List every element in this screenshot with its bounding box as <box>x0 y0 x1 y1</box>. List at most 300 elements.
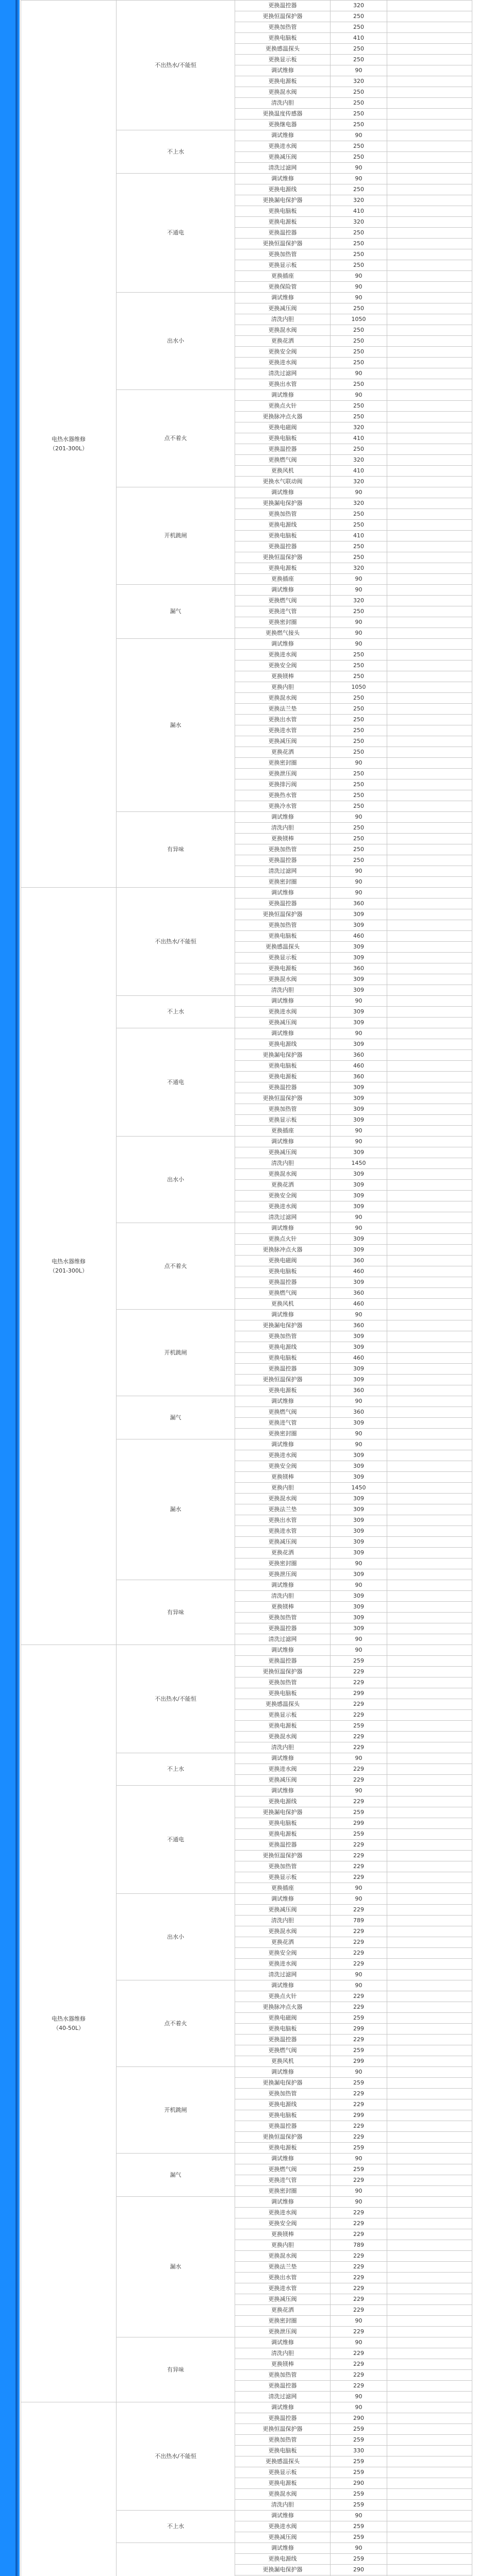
price-cell: 250 <box>331 779 387 790</box>
repair-item-cell: 更换温控器 <box>235 855 331 866</box>
price-cell: 90 <box>331 2186 387 2197</box>
repair-item-cell: 更换镁棒 <box>235 1472 331 1483</box>
remark-cell <box>387 1926 472 1937</box>
fault-type-cell: 不上水 <box>117 130 235 174</box>
fault-type-cell: 不上水 <box>117 1753 235 1786</box>
remark-cell <box>387 2273 472 2283</box>
price-cell: 309 <box>331 1450 387 1461</box>
remark-cell <box>387 152 472 163</box>
remark-cell <box>387 844 472 855</box>
remark-cell <box>387 55 472 65</box>
repair-item-cell: 更换电源板 <box>235 1829 331 1840</box>
fault-type-cell: 点不着火 <box>117 1223 235 1310</box>
price-cell: 229 <box>331 1991 387 2002</box>
repair-item-cell: 清洗过滤网 <box>235 1970 331 1980</box>
remark-cell <box>387 2532 472 2543</box>
price-cell: 309 <box>331 1245 387 1256</box>
repair-item-cell: 更换加热管 <box>235 249 331 260</box>
remark-cell <box>387 1591 472 1602</box>
remark-cell <box>387 682 472 693</box>
remark-cell <box>387 2024 472 2035</box>
remark-cell <box>387 1461 472 1472</box>
remark-cell <box>387 1126 472 1137</box>
remark-cell <box>387 239 472 249</box>
remark-cell <box>387 1797 472 1807</box>
remark-cell <box>387 2078 472 2089</box>
price-cell: 250 <box>331 650 387 660</box>
repair-item-cell: 调试维修 <box>235 2337 331 2348</box>
remark-cell <box>387 1861 472 1872</box>
repair-item-cell: 更换电源板 <box>235 1072 331 1082</box>
repair-item-cell: 更换进水阀 <box>235 358 331 368</box>
price-cell: 90 <box>331 2511 387 2521</box>
remark-cell <box>387 1494 472 1504</box>
price-cell: 460 <box>331 1353 387 1364</box>
remark-cell <box>387 2154 472 2164</box>
repair-item-cell: 调试维修 <box>235 2154 331 2164</box>
remark-cell <box>387 574 472 585</box>
remark-cell <box>387 2218 472 2229</box>
fault-type-cell: 开机跳闸 <box>117 1310 235 1396</box>
repair-item-cell: 更换电脑板 <box>235 1266 331 1277</box>
repair-item-cell: 调试维修 <box>235 1894 331 1905</box>
price-cell: 229 <box>331 1926 387 1937</box>
repair-item-cell: 清洗内胆 <box>235 98 331 109</box>
price-cell: 309 <box>331 1613 387 1623</box>
repair-item-cell: 更换电源线 <box>235 520 331 531</box>
fault-type-cell: 不出热水/不能恒 <box>117 1645 235 1753</box>
repair-item-cell: 更换混水阀 <box>235 693 331 704</box>
remark-cell <box>387 33 472 44</box>
price-cell: 250 <box>331 855 387 866</box>
repair-item-cell: 更换安全阀 <box>235 660 331 671</box>
repair-item-cell: 更换水气联动阀 <box>235 477 331 487</box>
price-cell: 309 <box>331 1569 387 1580</box>
remark-cell <box>387 2565 472 2575</box>
price-cell: 90 <box>331 2154 387 2164</box>
price-cell: 250 <box>331 769 387 779</box>
price-cell: 259 <box>331 2078 387 2089</box>
repair-item-cell: 更换花洒 <box>235 2305 331 2316</box>
repair-item-cell: 更换加热管 <box>235 1613 331 1623</box>
repair-item-cell: 更换电脑板 <box>235 206 331 217</box>
repair-item-cell: 更换安全阀 <box>235 1191 331 1201</box>
price-cell: 299 <box>331 2024 387 2035</box>
price-cell: 410 <box>331 466 387 477</box>
remark-cell <box>387 1764 472 1775</box>
price-cell: 259 <box>331 2489 387 2500</box>
remark-cell <box>387 2240 472 2251</box>
repair-item-cell: 调试维修 <box>235 996 331 1007</box>
repair-item-cell: 更换减压阀 <box>235 1147 331 1158</box>
repair-item-cell: 更换漏电保护器 <box>235 195 331 206</box>
price-cell: 309 <box>331 920 387 931</box>
remark-cell <box>387 747 472 758</box>
remark-cell <box>387 1634 472 1645</box>
price-cell: 250 <box>331 541 387 552</box>
remark-cell <box>387 1299 472 1310</box>
fault-type-cell: 不出热水/不能恒 <box>117 888 235 996</box>
repair-item-cell: 更换电脑板 <box>235 1061 331 1072</box>
repair-item-cell: 更换电脑板 <box>235 531 331 541</box>
price-cell: 90 <box>331 1753 387 1764</box>
price-cell: 309 <box>331 1375 387 1385</box>
remark-cell <box>387 1732 472 1742</box>
repair-item-cell: 更换恒温保护器 <box>235 11 331 22</box>
repair-item-cell: 更换电磁阀 <box>235 1256 331 1266</box>
repair-item-cell: 清洗过滤网 <box>235 2392 331 2402</box>
remark-cell <box>387 1840 472 1851</box>
price-cell: 360 <box>331 1385 387 1396</box>
remark-cell <box>387 2197 472 2208</box>
repair-item-cell: 更换加热管 <box>235 1104 331 1115</box>
remark-cell <box>387 314 472 325</box>
repair-item-cell: 更换温控器 <box>235 444 331 455</box>
price-cell: 250 <box>331 98 387 109</box>
price-cell: 250 <box>331 509 387 520</box>
repair-item-cell: 调试维修 <box>235 65 331 76</box>
price-cell: 90 <box>331 866 387 877</box>
repair-item-cell: 更换温控器 <box>235 899 331 909</box>
price-cell: 320 <box>331 596 387 606</box>
price-cell: 250 <box>331 736 387 747</box>
remark-cell <box>387 909 472 920</box>
price-cell: 250 <box>331 715 387 725</box>
repair-item-cell: 更换漏电保护器 <box>235 1050 331 1061</box>
repair-item-cell: 更换混水阀 <box>235 87 331 98</box>
price-cell: 90 <box>331 758 387 769</box>
fault-type-cell: 漏气 <box>117 2154 235 2197</box>
remark-cell <box>387 217 472 228</box>
repair-item-cell: 清洗内胆 <box>235 314 331 325</box>
remark-cell <box>387 1613 472 1623</box>
price-cell: 90 <box>331 293 387 303</box>
price-cell: 309 <box>331 1082 387 1093</box>
remark-cell <box>387 606 472 617</box>
remark-cell <box>387 1180 472 1191</box>
price-cell: 229 <box>331 2381 387 2392</box>
repair-item-cell: 更换混水阀 <box>235 1169 331 1180</box>
price-cell: 229 <box>331 2262 387 2273</box>
price-cell: 259 <box>331 2532 387 2543</box>
price-cell: 1050 <box>331 682 387 693</box>
remark-cell <box>387 2543 472 2554</box>
price-cell: 90 <box>331 1429 387 1439</box>
price-cell: 299 <box>331 1818 387 1829</box>
repair-item-cell: 更换漏电保护器 <box>235 2078 331 2089</box>
price-cell: 229 <box>331 2348 387 2359</box>
repair-item-cell: 调试维修 <box>235 1645 331 1656</box>
price-cell: 320 <box>331 217 387 228</box>
repair-item-cell: 更换法兰垫 <box>235 1504 331 1515</box>
remark-cell <box>387 2164 472 2175</box>
price-cell: 410 <box>331 433 387 444</box>
remark-cell <box>387 812 472 823</box>
price-cell: 250 <box>331 239 387 249</box>
remark-cell <box>387 963 472 974</box>
price-cell: 250 <box>331 844 387 855</box>
remark-cell <box>387 1418 472 1429</box>
remark-cell <box>387 401 472 412</box>
repair-item-cell: 清洗内胆 <box>235 985 331 996</box>
remark-cell <box>387 1970 472 1980</box>
remark-cell <box>387 1028 472 1039</box>
repair-item-cell: 更换脉冲点火器 <box>235 2002 331 2013</box>
price-cell: 250 <box>331 823 387 834</box>
price-cell: 250 <box>331 834 387 844</box>
price-cell: 330 <box>331 2446 387 2456</box>
remark-cell <box>387 931 472 942</box>
repair-item-cell: 更换插座 <box>235 574 331 585</box>
repair-item-cell: 更换燃气阀 <box>235 2164 331 2175</box>
price-cell: 250 <box>331 228 387 239</box>
price-cell: 309 <box>331 1548 387 1558</box>
category-cell <box>21 2402 117 2576</box>
repair-item-cell: 更换花洒 <box>235 747 331 758</box>
remark-cell <box>387 1050 472 1061</box>
price-cell: 320 <box>331 455 387 466</box>
repair-item-cell: 更换混水阀 <box>235 974 331 985</box>
price-cell: 90 <box>331 1980 387 1991</box>
repair-item-cell: 更换混水阀 <box>235 2251 331 2262</box>
remark-cell <box>387 1558 472 1569</box>
price-cell: 309 <box>331 953 387 963</box>
remark-cell <box>387 1396 472 1407</box>
remark-cell <box>387 617 472 628</box>
remark-cell <box>387 390 472 401</box>
remark-cell <box>387 2013 472 2024</box>
repair-item-cell: 调试维修 <box>235 1980 331 1991</box>
price-cell: 90 <box>331 1396 387 1407</box>
remark-cell <box>387 2456 472 2467</box>
repair-item-cell: 更换加热管 <box>235 2370 331 2381</box>
price-cell: 250 <box>331 325 387 336</box>
remark-cell <box>387 336 472 347</box>
repair-item-cell: 更换进水阀 <box>235 141 331 152</box>
remark-cell <box>387 585 472 596</box>
price-cell: 90 <box>331 585 387 596</box>
repair-item-cell: 更换减压阀 <box>235 1905 331 1916</box>
repair-item-cell: 调试维修 <box>235 1137 331 1147</box>
remark-cell <box>387 1504 472 1515</box>
repair-item-cell: 更换减压阀 <box>235 303 331 314</box>
fault-type-cell: 有异味 <box>117 1580 235 1645</box>
repair-item-cell: 更换恒温保护器 <box>235 1667 331 1677</box>
repair-item-cell: 更换显示板 <box>235 1710 331 1721</box>
remark-cell <box>387 2337 472 2348</box>
price-cell: 250 <box>331 55 387 65</box>
repair-item-cell: 更换进水阀 <box>235 650 331 660</box>
remark-cell <box>387 1623 472 1634</box>
price-cell: 90 <box>331 368 387 379</box>
price-cell: 309 <box>331 1169 387 1180</box>
repair-item-cell: 更换加热管 <box>235 509 331 520</box>
repair-item-cell: 更换安全阀 <box>235 1461 331 1472</box>
repair-item-cell: 调试维修 <box>235 487 331 498</box>
price-cell: 90 <box>331 487 387 498</box>
repair-item-cell: 更换风机 <box>235 1299 331 1310</box>
remark-cell <box>387 1342 472 1353</box>
remark-cell <box>387 141 472 152</box>
repair-item-cell: 更换显示板 <box>235 260 331 271</box>
remark-cell <box>387 736 472 747</box>
price-cell: 229 <box>331 1764 387 1775</box>
price-cell: 250 <box>331 552 387 563</box>
repair-item-cell: 更换电源板 <box>235 1721 331 1732</box>
remark-cell <box>387 271 472 282</box>
price-cell: 90 <box>331 2402 387 2413</box>
repair-item-cell: 更换电源板 <box>235 563 331 574</box>
repair-item-cell: 更换镁棒 <box>235 2229 331 2240</box>
price-cell: 309 <box>331 1623 387 1634</box>
repair-item-cell: 更换温控器 <box>235 1082 331 1093</box>
remark-cell <box>387 2446 472 2456</box>
price-cell: 229 <box>331 2359 387 2370</box>
repair-item-cell: 更换减压阀 <box>235 736 331 747</box>
repair-item-cell: 更换减压阀 <box>235 2532 331 2543</box>
repair-item-cell: 更换恒温保护器 <box>235 552 331 563</box>
fault-type-cell: 不上水 <box>117 2511 235 2543</box>
price-cell: 259 <box>331 2164 387 2175</box>
price-cell: 90 <box>331 1212 387 1223</box>
price-cell: 250 <box>331 790 387 801</box>
remark-cell <box>387 671 472 682</box>
repair-item-cell: 更换温控器 <box>235 228 331 239</box>
price-cell: 250 <box>331 120 387 130</box>
repair-item-cell: 更换进气管 <box>235 1418 331 1429</box>
price-cell: 90 <box>331 574 387 585</box>
price-cell: 320 <box>331 498 387 509</box>
repair-item-cell: 更换排污阀 <box>235 779 331 790</box>
price-cell: 250 <box>331 801 387 812</box>
remark-cell <box>387 347 472 358</box>
price-cell: 290 <box>331 2478 387 2489</box>
repair-item-cell: 更换密封圈 <box>235 2316 331 2327</box>
repair-item-cell: 更换出水管 <box>235 1515 331 1526</box>
remark-cell <box>387 1677 472 1688</box>
price-cell: 259 <box>331 2045 387 2056</box>
repair-item-cell: 更换出水管 <box>235 715 331 725</box>
remark-cell <box>387 2478 472 2489</box>
remark-cell <box>387 2045 472 2056</box>
fault-type-cell: 点不着火 <box>117 1980 235 2067</box>
price-cell: 229 <box>331 2370 387 2381</box>
price-cell: 90 <box>331 130 387 141</box>
remark-cell <box>387 2359 472 2370</box>
remark-cell <box>387 1483 472 1494</box>
remark-cell <box>387 1245 472 1256</box>
remark-cell <box>387 11 472 22</box>
repair-item-cell: 调试维修 <box>235 1439 331 1450</box>
repair-item-cell: 更换点火针 <box>235 1991 331 2002</box>
price-cell: 360 <box>331 1407 387 1418</box>
price-cell: 309 <box>331 942 387 953</box>
remark-cell <box>387 2348 472 2359</box>
repair-item-cell: 更换进水阀 <box>235 1201 331 1212</box>
price-cell: 229 <box>331 2099 387 2110</box>
remark-cell <box>387 596 472 606</box>
repair-item-cell: 更换电源板 <box>235 963 331 974</box>
price-cell: 250 <box>331 520 387 531</box>
price-cell: 229 <box>331 1937 387 1948</box>
remark-cell <box>387 1429 472 1439</box>
repair-item-cell: 更换加热管 <box>235 1331 331 1342</box>
remark-cell <box>387 2089 472 2099</box>
repair-item-cell: 更换进气管 <box>235 2175 331 2186</box>
price-cell: 90 <box>331 2197 387 2208</box>
price-cell: 250 <box>331 401 387 412</box>
fault-type-cell: 不上水 <box>117 996 235 1028</box>
remark-cell <box>387 769 472 779</box>
price-cell: 259 <box>331 1829 387 1840</box>
repair-item-cell: 更换温控器 <box>235 1623 331 1634</box>
remark-cell <box>387 293 472 303</box>
fault-type-cell: 不出热水/不能恒 <box>117 1 235 130</box>
price-cell: 789 <box>331 1916 387 1926</box>
remark-cell <box>387 1288 472 1299</box>
remark-cell <box>387 563 472 574</box>
remark-cell <box>387 455 472 466</box>
price-cell: 90 <box>331 1439 387 1450</box>
repair-item-cell: 更换显示板 <box>235 2467 331 2478</box>
remark-cell <box>387 1472 472 1483</box>
price-cell: 309 <box>331 1504 387 1515</box>
remark-cell <box>387 1266 472 1277</box>
price-cell: 250 <box>331 444 387 455</box>
table-row <box>21 1645 472 1656</box>
repair-item-cell: 更换减压阀 <box>235 1537 331 1548</box>
remark-cell <box>387 2121 472 2132</box>
price-cell: 229 <box>331 2283 387 2294</box>
repair-item-cell: 清洗内胆 <box>235 2500 331 2511</box>
price-cell: 259 <box>331 1656 387 1667</box>
price-cell: 229 <box>331 1732 387 1742</box>
price-cell: 320 <box>331 477 387 487</box>
remark-cell <box>387 195 472 206</box>
remark-cell <box>387 1234 472 1245</box>
repair-item-cell: 更换显示板 <box>235 953 331 963</box>
repair-item-cell: 更换减压阀 <box>235 2294 331 2305</box>
remark-cell <box>387 1948 472 1959</box>
price-cell: 229 <box>331 2121 387 2132</box>
price-cell: 90 <box>331 617 387 628</box>
repair-item-cell: 调试维修 <box>235 130 331 141</box>
repair-item-cell: 更换温控器 <box>235 541 331 552</box>
price-cell: 229 <box>331 1872 387 1883</box>
repair-item-cell: 更换加热管 <box>235 2435 331 2446</box>
price-cell: 309 <box>331 1526 387 1537</box>
remark-cell <box>387 2327 472 2337</box>
price-cell: 90 <box>331 2067 387 2078</box>
repair-item-cell: 更换电脑板 <box>235 2110 331 2121</box>
repair-item-cell: 更换电脑板 <box>235 1353 331 1364</box>
price-cell: 90 <box>331 1970 387 1980</box>
category-cell: 电热水器维修 （40-50L） <box>21 1645 117 2402</box>
price-cell: 250 <box>331 22 387 33</box>
remark-cell <box>387 1753 472 1764</box>
fault-type-cell: 出水小 <box>117 1894 235 1980</box>
price-cell: 309 <box>331 1104 387 1115</box>
remark-cell <box>387 2110 472 2121</box>
price-cell: 229 <box>331 2327 387 2337</box>
price-cell: 309 <box>331 1472 387 1483</box>
repair-item-cell: 更换电源板 <box>235 76 331 87</box>
remark-cell <box>387 1775 472 1786</box>
repair-item-cell: 更换燃气阀 <box>235 455 331 466</box>
remark-cell <box>387 379 472 390</box>
repair-item-cell: 更换显示板 <box>235 1115 331 1126</box>
repair-item-cell: 更换内胆 <box>235 2240 331 2251</box>
